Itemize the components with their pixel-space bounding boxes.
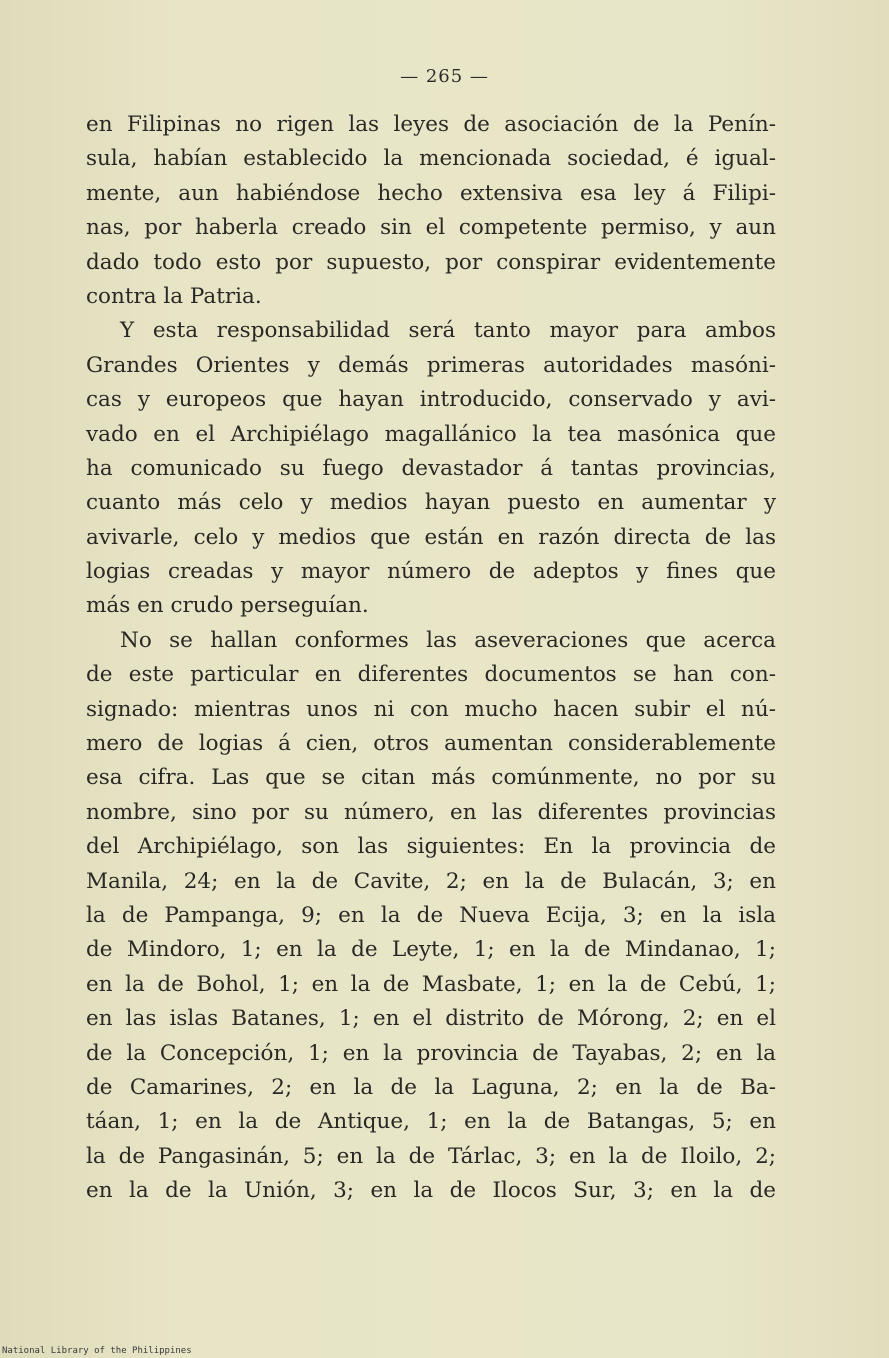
text-line: la de Pampanga, 9; en la de Nueva Ecija, 3; en la isla	[86, 902, 776, 928]
text-line: nas, por haberla creado sin el competente permiso, y aun	[86, 215, 776, 241]
text-line: mente, aun habiéndose hecho extensiva esa ley á Filipi-	[86, 180, 776, 206]
text-line: avivarle, celo y medios que están en razón directa de las	[86, 524, 776, 550]
text-line: vado en el Archipiélago magallánico la tea masónica que	[86, 421, 776, 447]
text-line: logias creadas y mayor número de adeptos y fines que	[86, 559, 776, 585]
body-text	[86, 108, 776, 1209]
text-line: de Camarines, 2; en la de la Laguna, 2; en la de Ba-	[86, 1074, 776, 1100]
text-line: Y esta responsabilidad será tanto mayor para ambos	[120, 318, 776, 344]
text-line: mero de logias á cien, otros aumentan considerablemente	[86, 731, 776, 757]
text-line: más en crudo perseguían.	[86, 593, 369, 619]
text-line: de la Concepción, 1; en la provincia de Tayabas, 2; en la	[86, 1040, 776, 1066]
text-line: de este particular en diferentes documentos se han con-	[86, 662, 776, 688]
text-line: Grandes Orientes y demás primeras autoridades masóni-	[86, 352, 776, 378]
text-line: dado todo esto por supuesto, por conspirar evidentemente	[86, 249, 776, 275]
text-line: en las islas Batanes, 1; en el distrito de Mórong, 2; en el	[86, 1006, 776, 1032]
text-line: en la de la Unión, 3; en la de Ilocos Sur, 3; en la de	[86, 1178, 776, 1204]
text-line: la de Pangasinán, 5; en la de Tárlac, 3; en la de Iloilo, 2;	[86, 1143, 776, 1169]
text-line: contra la Patria.	[86, 283, 262, 309]
text-line: del Archipiélago, son las siguientes: En la provincia de	[86, 834, 776, 860]
page-number: — 265 —	[400, 66, 489, 87]
text-line: en Filipinas no rigen las leyes de asociación de la Penín-	[86, 112, 776, 137]
text-line: No se hallan conformes las aseveraciones que acerca	[120, 627, 776, 653]
text-line: sula, habían establecido la mencionada sociedad, é igual-	[86, 146, 776, 172]
text-line: signado: mientras unos ni con mucho hacen subir el nú-	[86, 696, 776, 722]
text-line: de Mindoro, 1; en la de Leyte, 1; en la de Mindanao, 1;	[86, 937, 776, 963]
text-line: táan, 1; en la de Antique, 1; en la de Batangas, 5; en	[86, 1109, 776, 1135]
text-line: nombre, sino por su número, en las diferentes provincias	[86, 799, 776, 825]
text-line: esa cifra. Las que se citan más comúnmente, no por su	[86, 765, 776, 791]
text-line: ha comunicado su fuego devastador á tantas provincias,	[86, 455, 776, 481]
text-line: cuanto más celo y medios hayan puesto en aumentar y	[86, 490, 776, 516]
text-line: en la de Bohol, 1; en la de Masbate, 1; en la de Cebú, 1;	[86, 971, 776, 997]
library-credit: National Library of the Philippines	[2, 1346, 192, 1356]
text-line: cas y europeos que hayan introducido, conservado y avi-	[86, 387, 776, 413]
text-line: Manila, 24; en la de Cavite, 2; en la de Bulacán, 3; en	[86, 868, 776, 894]
